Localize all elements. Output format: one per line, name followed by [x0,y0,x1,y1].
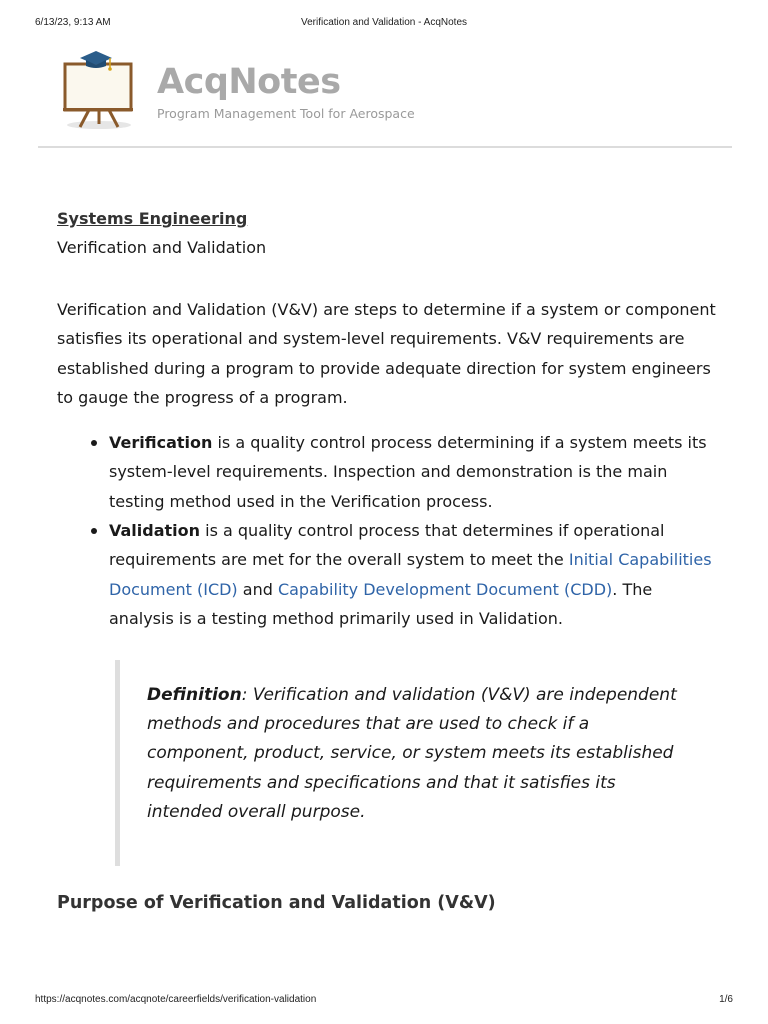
validation-description-start: is a quality control process that determines if operational requirements are met for the overall system to meet the [109,521,665,570]
page-title: Verification and Validation [57,238,267,257]
term-validation: Validation [109,521,201,541]
site-tagline: Program Management Tool for Aerospace [157,106,415,121]
link-cdd[interactable]: Capability Development Document (CDD) [277,579,613,599]
site-logo-icon[interactable] [60,48,138,130]
section-heading-purpose: Purpose of Verification and Validation (V&V) [57,893,496,913]
link-icd[interactable]: Initial Capabilities Document (ICD) [109,550,712,599]
definition-label: Definition [147,685,242,705]
easel-graduation-cap-icon [60,48,138,130]
validation-description-end: . The analysis is a testing method primarily used in Validation. [109,579,653,628]
validation-conjunction: and [237,579,278,599]
intro-paragraph: Verification and Validation (V&V) are steps to determine if a system or component satisfies its operational and system-level requirements. V&V requirements are established during a program to provide adequate direction for system engineers to gauge the progress of a program. [57,300,716,407]
breadcrumb-link-systems-engineering[interactable]: Systems Engineering [57,209,248,228]
list-item-validation [109,516,717,633]
definition-body: : Verification and validation (V&V) are independent methods and procedures that are used to check if a component, product, service, or system meets its established requirements and specifications and that it satisfies its intended overall purpose. [147,685,677,822]
print-document-title: Verification and Validation - AcqNotes [300,17,468,28]
print-page-number: 1/6 [719,994,733,1005]
breadcrumb [57,204,717,233]
definition-text [147,681,677,827]
print-url: https://acqnotes.com/acqnote/careerfields/verification-validation [35,994,317,1005]
header-divider [38,146,732,148]
print-header [0,17,768,31]
site-name[interactable]: AcqNotes [157,62,341,102]
article-body [57,204,717,633]
definition-list [57,428,717,633]
term-verification: Verification [109,433,213,453]
definition-blockquote [115,660,680,866]
verification-description: is a quality control process determining if a system meets its system-level requirements. Inspection and demonstration is the main testing method used in the Verification process. [109,433,707,511]
print-datetime: 6/13/23, 9:13 AM [35,17,111,28]
list-item-verification [109,428,717,516]
